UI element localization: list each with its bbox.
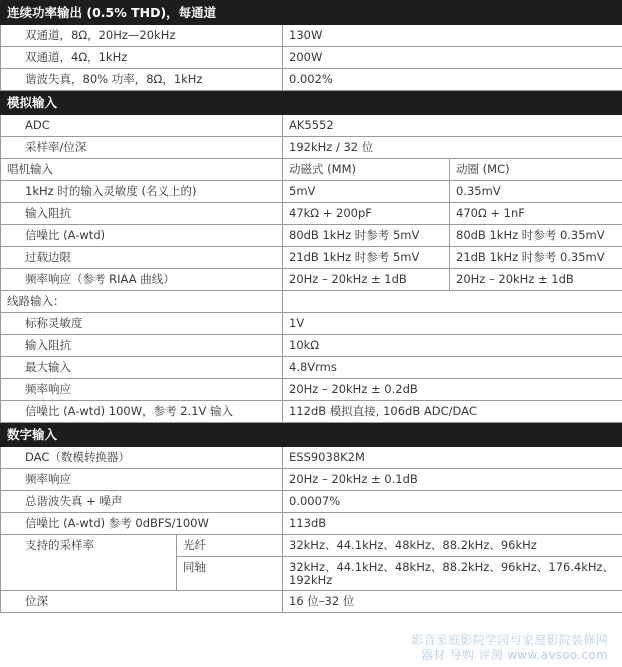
- spec-value: 112dB 模拟直接, 106dB ADC/DAC: [283, 401, 622, 423]
- spec-value-mc: 20Hz – 20kHz ± 1dB: [450, 269, 622, 291]
- spec-label: 双通道，8Ω，20Hz—20kHz: [1, 25, 283, 47]
- spec-label: 信噪比 (A-wtd) 参考 0dBFS/100W: [1, 513, 283, 535]
- section-title-power: 连续功率输出 (0.5% THD)，每通道: [1, 1, 622, 25]
- spec-label: 双通道，4Ω，1kHz: [1, 47, 283, 69]
- spec-row: [1, 203, 622, 225]
- section-header-analog: [1, 91, 622, 115]
- section-header-power: [1, 1, 622, 25]
- section-title-analog: 模拟输入: [1, 91, 622, 115]
- spec-label: 采样率/位深: [1, 137, 283, 159]
- spec-row: [1, 137, 622, 159]
- spec-value: 20Hz – 20kHz ± 0.2dB: [283, 379, 622, 401]
- spec-value: 0.002%: [283, 69, 622, 91]
- watermark-line: 器材 导购 评测 www.avsoo.com: [421, 648, 608, 662]
- spec-row: [1, 401, 622, 423]
- spec-label: DAC（数模转换器）: [1, 447, 283, 469]
- spec-row: [1, 47, 622, 69]
- spec-row: [1, 535, 622, 557]
- spec-value-mm: 5mV: [283, 181, 450, 203]
- spec-value: ESS9038K2M: [283, 447, 622, 469]
- spec-row: [1, 115, 622, 137]
- spec-label: 频率响应: [1, 469, 283, 491]
- spec-row: [1, 335, 622, 357]
- spec-value: 130W: [283, 25, 622, 47]
- spec-sublabel: 同轴: [177, 557, 283, 591]
- spec-label: 总谐波失真 + 噪声: [1, 491, 283, 513]
- spec-value: AK5552: [283, 115, 622, 137]
- spec-row: [1, 25, 622, 47]
- watermark-line: 影音家庭影院学园与家庭影院装修网: [411, 633, 608, 647]
- spec-row: [1, 469, 622, 491]
- spec-label: 过载边限: [1, 247, 283, 269]
- spec-value-mc: 470Ω + 1nF: [450, 203, 622, 225]
- spec-label: 标称灵敏度: [1, 313, 283, 335]
- spec-value: 113dB: [283, 513, 622, 535]
- spec-value: 0.0007%: [283, 491, 622, 513]
- spec-value: 32kHz、44.1kHz、48kHz、88.2kHz、96kHz、176.4kHz、192kHz: [283, 557, 622, 591]
- spec-value: 192kHz / 32 位: [283, 137, 622, 159]
- spec-value-mm: 21dB 1kHz 时参考 5mV: [283, 247, 450, 269]
- spec-value: 4.8Vrms: [283, 357, 622, 379]
- spec-row: [1, 491, 622, 513]
- section-header-digital: [1, 423, 622, 447]
- spec-value: 16 位–32 位: [283, 591, 622, 613]
- spec-value-mm: 20Hz – 20kHz ± 1dB: [283, 269, 450, 291]
- spec-row: [1, 247, 622, 269]
- spec-row: [1, 357, 622, 379]
- subsection-label: 唱机输入: [1, 159, 283, 181]
- spec-row: [1, 379, 622, 401]
- spec-row: [1, 69, 622, 91]
- spec-sublabel: 光纤: [177, 535, 283, 557]
- spec-label: 信噪比 (A-wtd): [1, 225, 283, 247]
- spec-value-mc: 80dB 1kHz 时参考 0.35mV: [450, 225, 622, 247]
- spec-value: [283, 291, 622, 313]
- spec-row: [1, 291, 622, 313]
- spec-value: 10kΩ: [283, 335, 622, 357]
- spec-value: 32kHz、44.1kHz、48kHz、88.2kHz、96kHz: [283, 535, 622, 557]
- spec-label: 支持的采样率: [1, 535, 177, 591]
- column-header-mc: 动圈 (MC): [450, 159, 622, 181]
- spec-label: 频率响应（参考 RIAA 曲线）: [1, 269, 283, 291]
- spec-row: [1, 513, 622, 535]
- spec-value: 20Hz – 20kHz ± 0.1dB: [283, 469, 622, 491]
- spec-row: [1, 159, 622, 181]
- spec-row: [1, 269, 622, 291]
- spec-value: 1V: [283, 313, 622, 335]
- spec-label: 1kHz 时的输入灵敏度 (名义上的): [1, 181, 283, 203]
- spec-label: 输入阻抗: [1, 203, 283, 225]
- spec-value-mc: 0.35mV: [450, 181, 622, 203]
- spec-label: 信噪比 (A-wtd) 100W，参考 2.1V 输入: [1, 401, 283, 423]
- spec-label: 谐波失真，80% 功率，8Ω，1kHz: [1, 69, 283, 91]
- spec-label: 输入阻抗: [1, 335, 283, 357]
- section-title-digital: 数字输入: [1, 423, 622, 447]
- column-header-mm: 动磁式 (MM): [283, 159, 450, 181]
- watermark: [411, 633, 608, 663]
- spec-label: 位深: [1, 591, 283, 613]
- spec-row: [1, 447, 622, 469]
- spec-row: [1, 591, 622, 613]
- spec-label: 最大输入: [1, 357, 283, 379]
- spec-value-mm: 80dB 1kHz 时参考 5mV: [283, 225, 450, 247]
- spec-row: [1, 313, 622, 335]
- spec-label: ADC: [1, 115, 283, 137]
- subsection-label: 线路输入：: [1, 291, 283, 313]
- spec-label: 频率响应: [1, 379, 283, 401]
- spec-value: 200W: [283, 47, 622, 69]
- spec-value-mc: 21dB 1kHz 时参考 0.35mV: [450, 247, 622, 269]
- spec-row: [1, 181, 622, 203]
- spec-row: [1, 225, 622, 247]
- spec-value-mm: 47kΩ + 200pF: [283, 203, 450, 225]
